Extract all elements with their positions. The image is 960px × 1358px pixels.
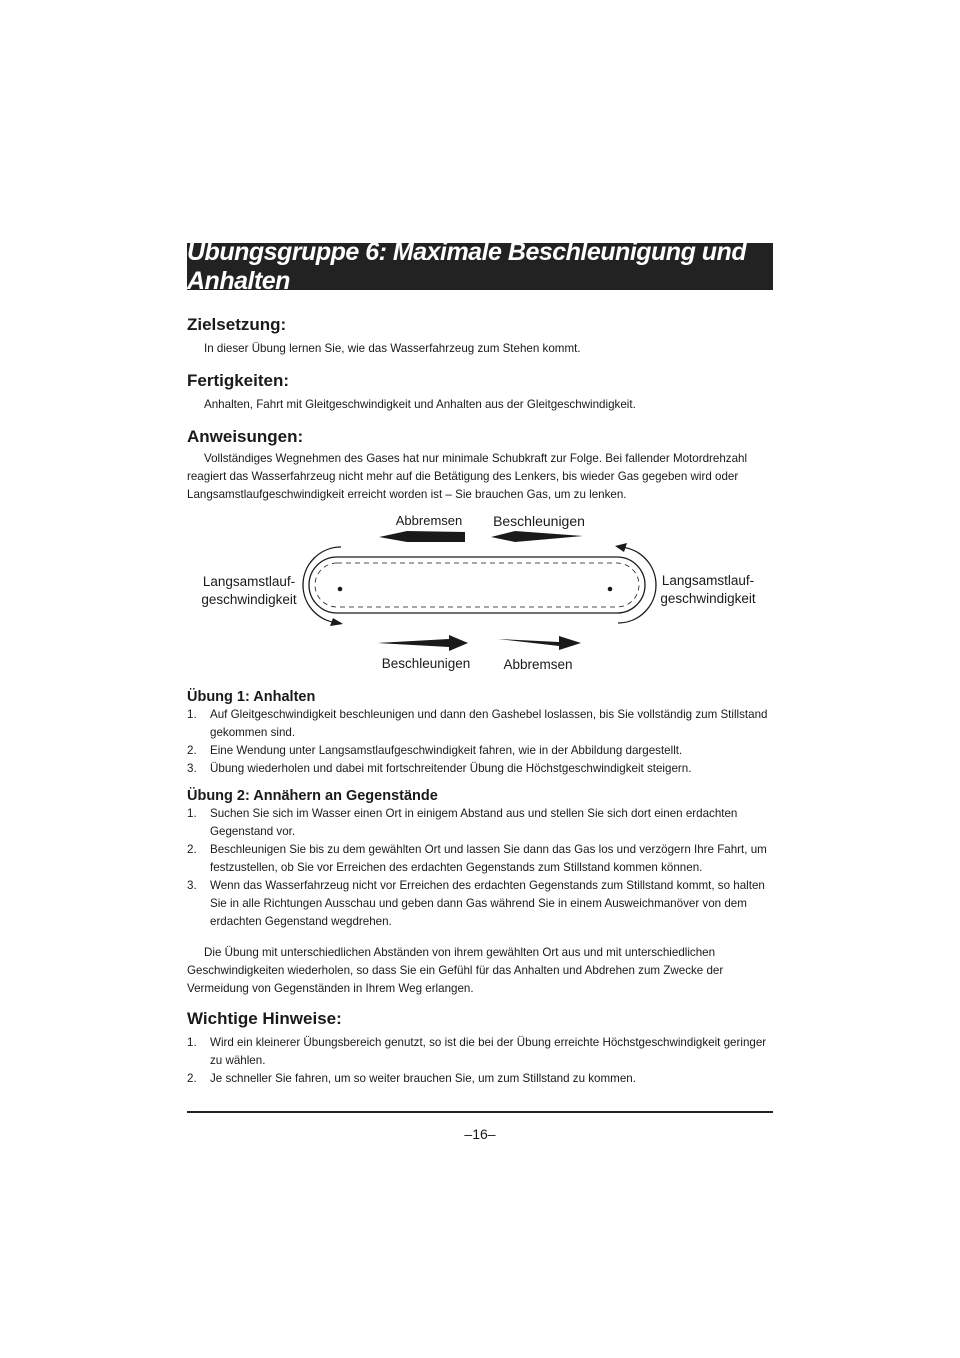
goal-heading: Zielsetzung: [187, 315, 287, 334]
page-number: –16– [464, 1126, 496, 1142]
label-left-line2: geschwindigkeit [201, 592, 297, 607]
arrowhead-left-turn [330, 618, 343, 626]
arrowhead-right-turn [615, 543, 627, 552]
exercise1-heading: Übung 1: Anhalten [187, 689, 316, 705]
exercise2-section [187, 787, 773, 998]
course-inner-dashed [315, 563, 639, 607]
list-item: 2. Je schneller Sie fahren, um so weiter brauchen Sie, um zum Stillstand zu kommen. [187, 1072, 636, 1085]
arrow-decelerate-top [379, 531, 465, 542]
arrow-decelerate-bottom [498, 636, 581, 650]
manual-page [187, 237, 773, 1085]
footer-rule [187, 1111, 773, 1113]
skills-text: Anhalten, Fahrt mit Gleitgeschwindigkeit und Anhalten aus der Gleitgeschwindigkeit. [204, 398, 636, 411]
instructions-text: Vollständiges Wegnehmen des Gases hat nur minimale Schubkraft zur Folge. Bei fallender Motordrehzahl reagiert das Wasserfahrzeug nicht mehr auf die Betätigung des Lenkers, bis wieder Gas gegeben wird oder Langsamstlaufgeschwindigkeit erreicht worden ist – Sie brauchen Gas, um zu lenken. [187, 452, 748, 501]
stopping-course-diagram [187, 505, 773, 675]
list-item: 1. Auf Gleitgeschwindigkeit beschleunigen und dann den Gashebel loslassen, bis Sie vollständig zum Stillstand gekommen sind. [187, 708, 768, 739]
arrow-accelerate-bottom [377, 635, 468, 651]
exercise2-note: Die Übung mit unterschiedlichen Abständen von ihrem gewählten Ort aus und mit unterschiedlichen Geschwindigkeiten wiederholen, so dass Sie ein Gefühl für das Anhalten und Abdrehen zum Zwecke der Vermeidung von Gegenständen in Ihrem Weg erlangen. [187, 946, 724, 995]
instructions-heading: Anweisungen: [187, 427, 304, 446]
skills-heading: Fertigkeiten: [187, 371, 290, 390]
list-item: 3. Wenn das Wasserfahrzeug nicht vor Erreichen des erdachten Gegenstands zum Stillstand kommt, so halten Sie in alle Richtungen Ausschau und geben dann Gas während Sie in einem Ausweichmanöver von dem erdachten Gegenstand wegdrehen. [187, 879, 765, 928]
label-left-line1: Langsamstlauf- [202, 574, 296, 589]
notes-section [187, 1009, 773, 1088]
label-top-left: Abbremsen [395, 513, 463, 528]
list-item: 2. Eine Wendung unter Langsamstlaufgeschwindigkeit fahren, wie in der Abbildung dargestellt. [187, 744, 683, 757]
exercise2-heading: Übung 2: Annähern an Gegenstände [187, 788, 438, 804]
list-item: 1. Wird ein kleinerer Übungsbereich genutzt, so ist die bei der Übung erreichte Höchstgeschwindigkeit geringer zu wählen. [187, 1036, 767, 1067]
course-outline [309, 557, 645, 613]
list-item: 1. Suchen Sie sich im Wasser einen Ort in einigem Abstand aus und stellen Sie sich dort einen erdachten Gegenstand vor. [187, 807, 738, 838]
notes-heading: Wichtige Hinweise: [187, 1009, 342, 1028]
buoy-left [338, 587, 343, 592]
list-item: 2. Beschleunigen Sie bis zu dem gewählten Ort und lassen Sie dann das Gas los und verzögern Ihre Fahrt, um festzustellen, ob Sie vor Erreichen des erdachten Gegenstands zum Stillstand kommen können. [187, 843, 767, 874]
exercise1-list [187, 706, 773, 778]
goal-section [187, 315, 581, 358]
exercise2-list [187, 805, 773, 931]
notes-list [187, 1034, 773, 1088]
instructions-section [187, 427, 773, 504]
label-right-line2: geschwindigkeit [660, 591, 756, 606]
label-bottom-right: Abbremsen [503, 657, 573, 672]
label-top-right: Beschleunigen [493, 513, 585, 529]
section-title: Übungsgruppe 6: Maximale Beschleunigung und Anhalten [187, 243, 773, 290]
list-item: 3. Übung wiederholen und dabei mit fortschreitender Übung die Höchstgeschwindigkeit steigern. [187, 762, 692, 775]
buoy-right [608, 587, 613, 592]
label-right-line1: Langsamstlauf- [661, 573, 755, 588]
arrow-accelerate-top [491, 531, 583, 542]
exercise1-section [187, 688, 773, 778]
skills-section [187, 371, 636, 414]
goal-text: In dieser Übung lernen Sie, wie das Wasserfahrzeug zum Stehen kommt. [204, 342, 581, 355]
label-bottom-left: Beschleunigen [381, 656, 471, 671]
